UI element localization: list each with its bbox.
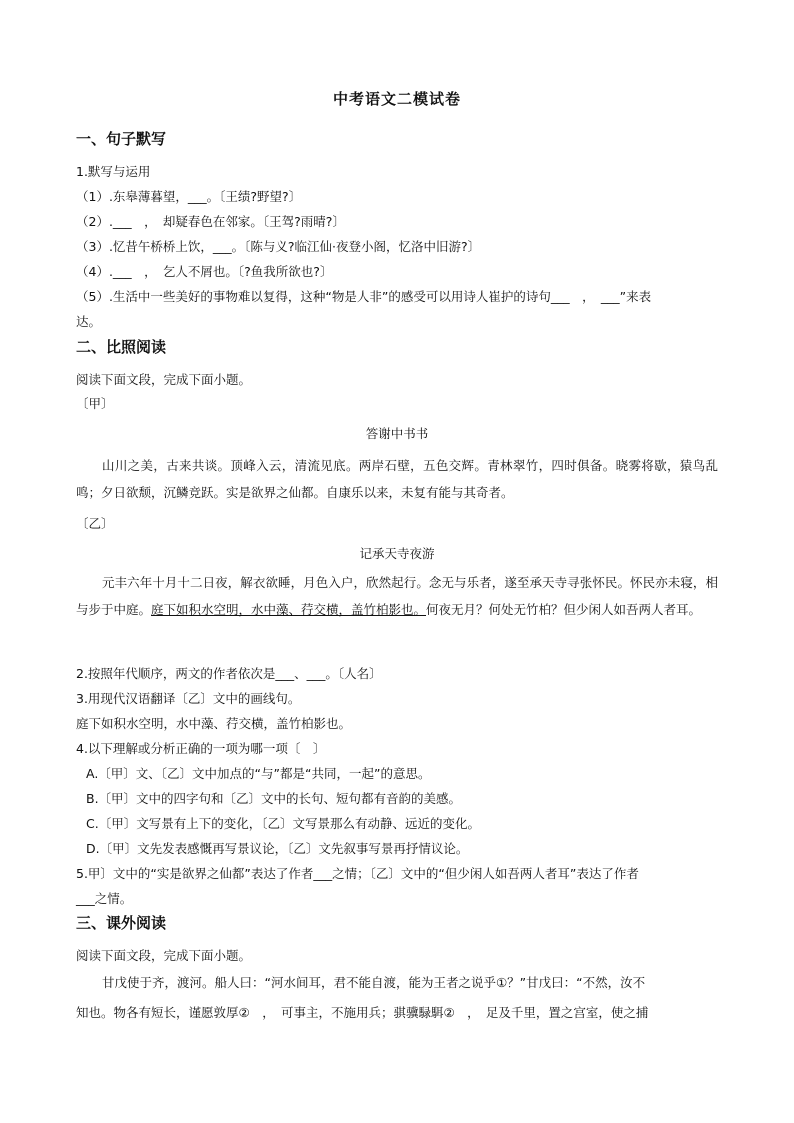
passage-b-title: 记承天寺夜游 [359,546,435,561]
q1-item-2: （2）.___ ， 却疑春色在邻家。〔王驾?雨晴?〕 [76,214,345,229]
passage-b-text-part2: 何夜无月？何处无竹柏？但少闲人如吾两人者耳。 [426,602,702,617]
question-4: 4.以下理解或分析正确的一项为哪一项〔 〕 [76,741,326,756]
section-heading-comparison: 二、比照阅读 [76,338,167,356]
question-1-label: 1.默写与运用 [76,164,151,179]
q1-item-1: （1）.东皋薄暮望，___。〔王绩?野望?〕 [76,189,302,204]
q1-item-5-cont: 达。 [76,314,102,329]
passage-b-text [76,569,718,623]
question-3: 3.用现代汉语翻译〔乙〕文中的画线句。 [76,691,301,706]
passage-a-label: 〔甲〕 [76,396,114,411]
question-5: 5.甲〕文中的“实是欲界之仙都”表达了作者___之情；〔乙〕文中的“但少闲人如吾两人者耳”表达了作者 [76,866,639,881]
q1-item-5: （5）.生活中一些美好的事物难以复得，这种“物是人非”的感受可以用诗人崔护的诗句___ ， ___”来表 [76,289,652,304]
passage-a-title: 答谢中书书 [365,426,429,441]
q1-item-4: （4）.___ ， 乞人不屑也。〔?鱼我所欲也?〕 [76,264,333,279]
question-2: 2.按照年代顺序，两文的作者依次是___、___。〔人名〕 [76,666,382,681]
passage-b-label: 〔乙〕 [76,516,114,531]
q4-option-c: C.〔甲〕文写景有上下的变化，〔乙〕文写景那么有动静、远近的变化。 [86,816,480,831]
q4-option-a: A.〔甲〕文、〔乙〕文中加点的“与”都是“共同，一起”的意思。 [86,766,431,781]
q4-option-b: B.〔甲〕文中的四字句和〔乙〕文中的长句、短句都有音韵的美感。 [86,791,462,806]
passage-b-underlined-sentence: 庭下如积水空明，水中藻、荇交横，盖竹柏影也。 [151,602,427,617]
section3-intro: 阅读下面文段，完成下面小题。 [76,948,252,963]
question-3-sentence: 庭下如积水空明，水中藻、荇交横，盖竹柏影也。 [76,716,352,731]
q1-item-3: （3）.忆昔午桥桥上饮，___。〔陈与义?临江仙·夜登小阁，忆洛中旧游?〕 [76,239,481,254]
passage-b-text-part1: 元丰六年十月十二日夜，解衣欲睡，月色入户，欣然起行。念无与乐者，遂至承天寺寻张怀民。怀民亦未寝，相与步于中庭。 [76,575,718,617]
page-title: 中考语文二模试卷 [332,90,461,108]
section-heading-extracurricular: 三、课外阅读 [76,914,167,932]
question-5-cont: ___之情。 [76,891,133,906]
section-heading-recitation: 一、句子默写 [76,130,167,148]
passage-c-line-2: 知也。物各有短长，谨愿敦厚② ， 可事主，不施用兵；骐骥騄駬② ， 足及千里，置之宫室，使之捕 [76,1005,649,1020]
passage-c-line-1: 甘戊使于齐，渡河。船人曰：“河水间耳，君不能自渡，能为王者之说乎①？”甘戊曰：“不然，汝不 [102,975,646,990]
passage-a-text: 山川之美，古来共谈。顶峰入云，清流见底。两岸石壁，五色交辉。青林翠竹，四时俱备。晓雾将歇，猿鸟乱鸣；夕日欲颓，沉鳞竞跃。实是欲界之仙都。自康乐以来，未复有能与其奇者。 [76,458,718,500]
section2-intro: 阅读下面文段，完成下面小题。 [76,372,252,387]
q4-option-d: D.〔甲〕文先发表感慨再写景议论，〔乙〕文先叙事写景再抒情议论。 [86,841,469,856]
